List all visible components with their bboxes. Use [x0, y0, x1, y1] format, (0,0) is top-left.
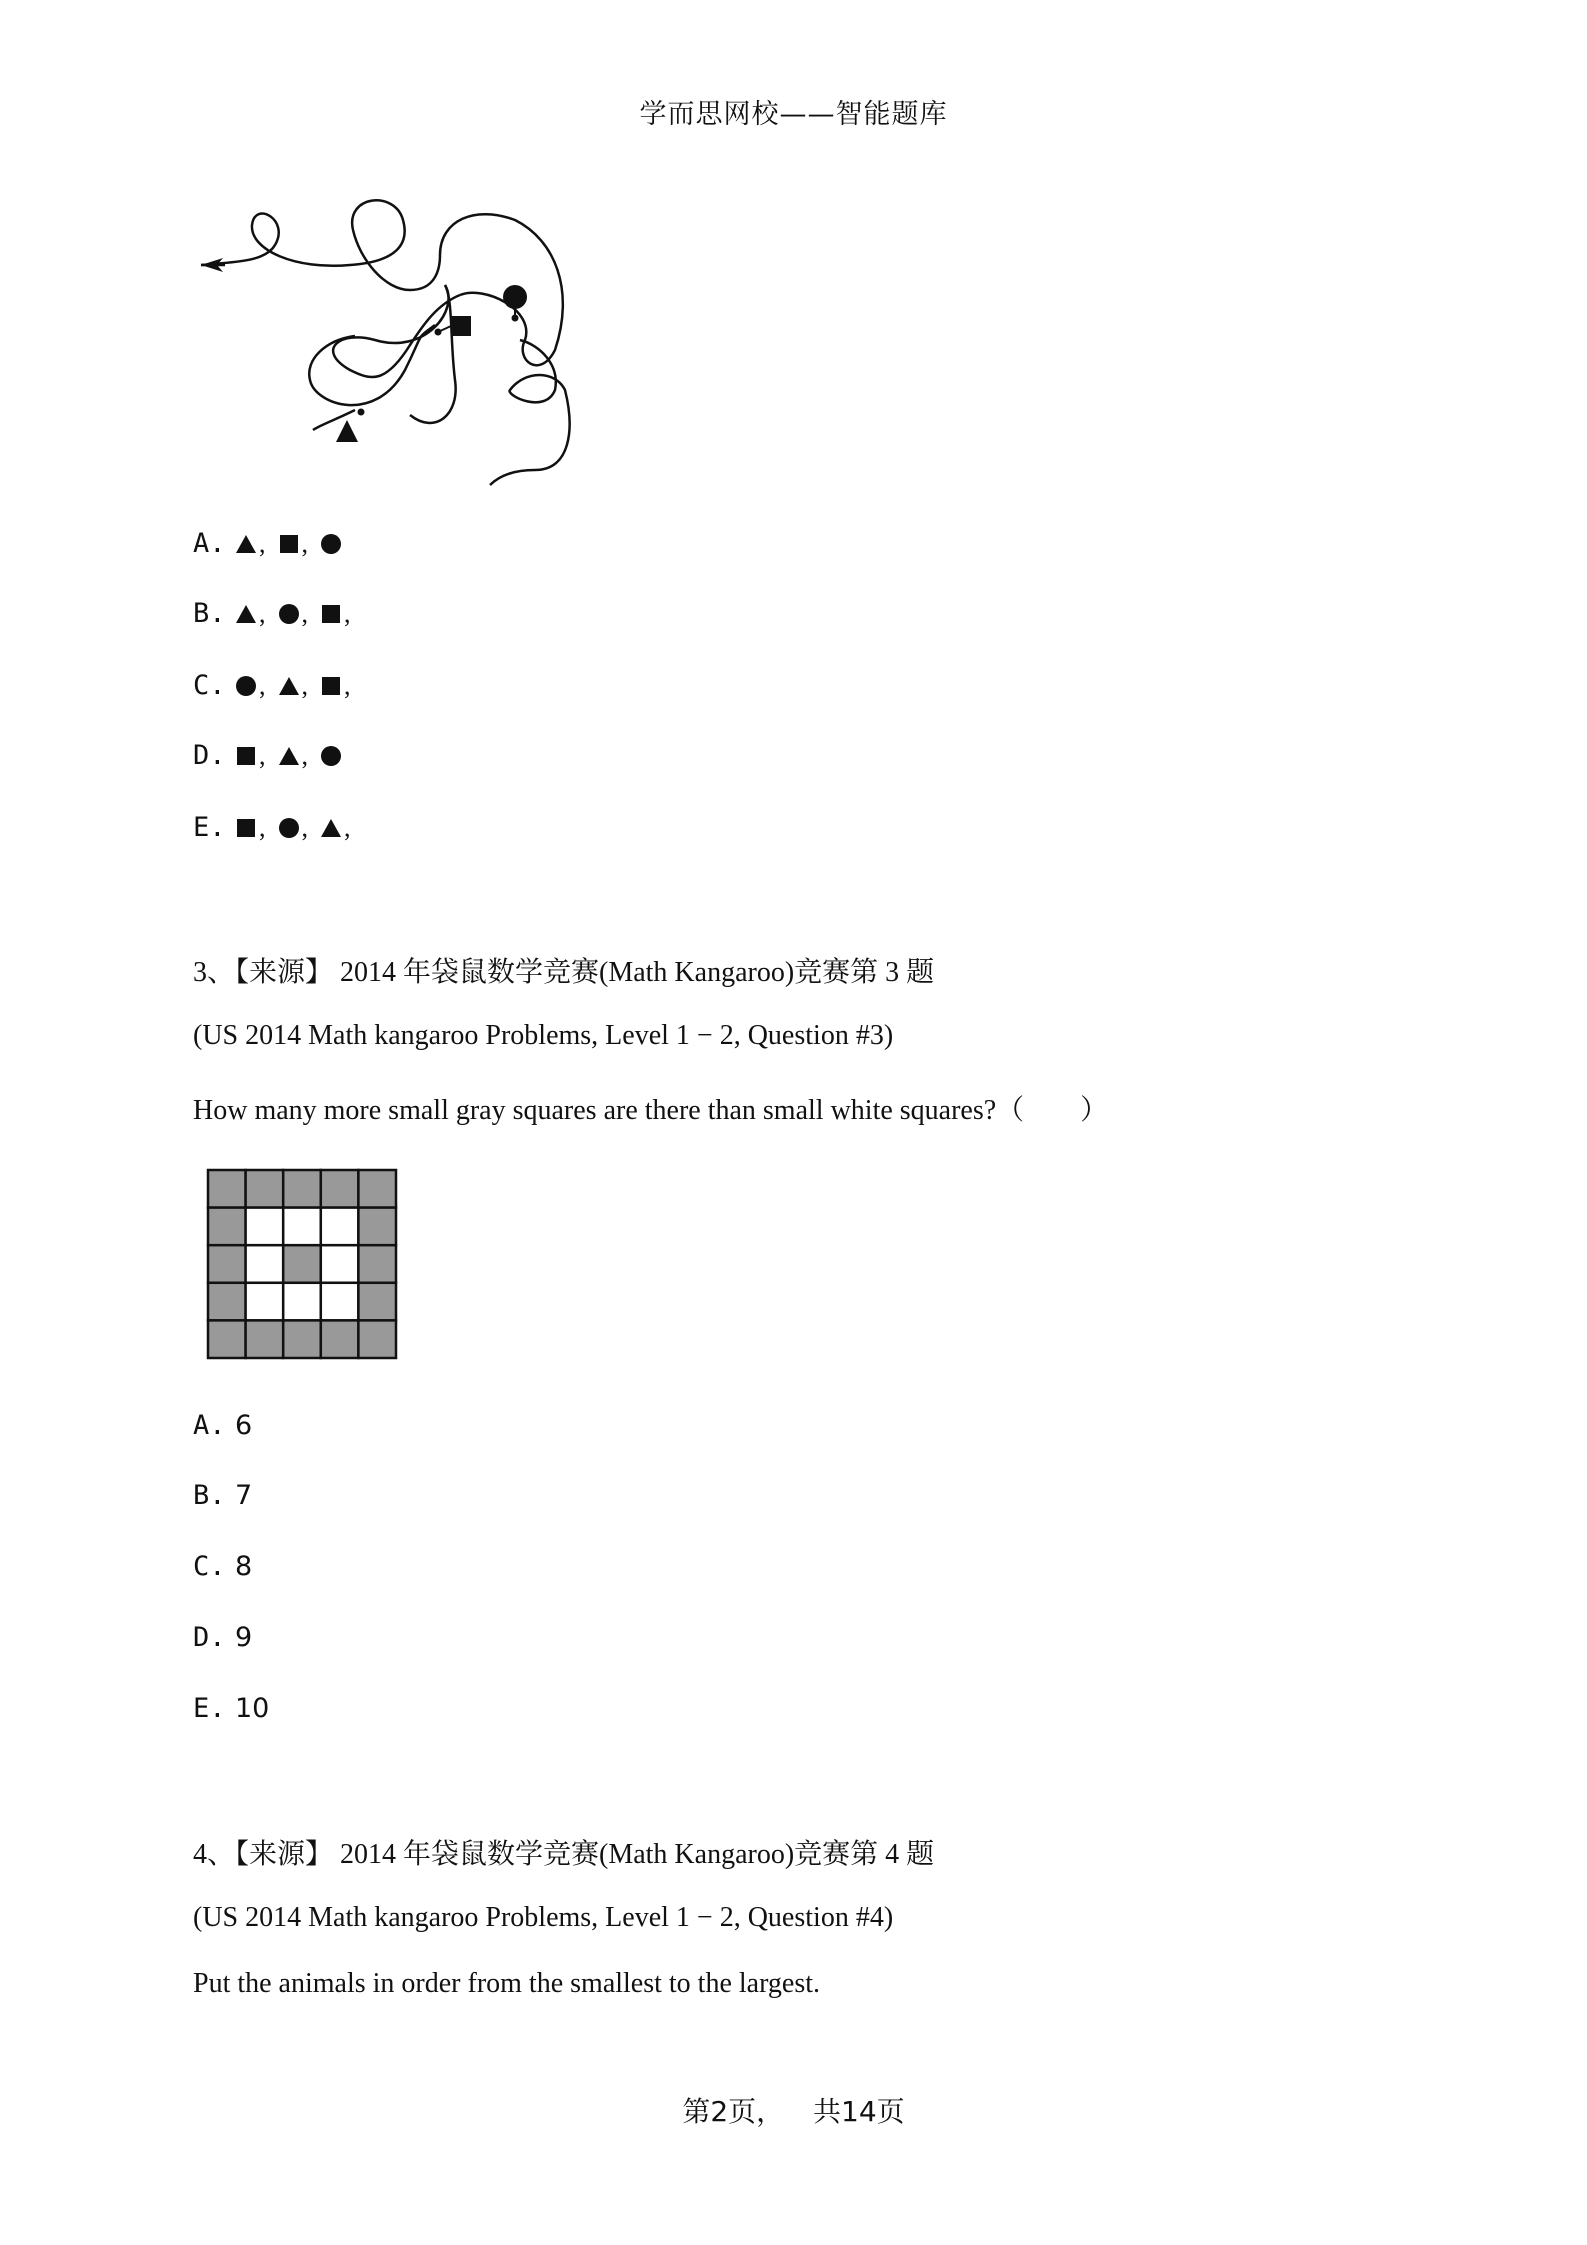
comma-separator: ,: [344, 598, 351, 628]
white-square: [283, 1208, 321, 1246]
comma-separator: ,: [344, 812, 351, 842]
page-footer: [0, 2090, 1587, 2130]
question3-option-e: [193, 1693, 269, 1724]
gray-square: [283, 1245, 321, 1283]
comma-separator: ,: [301, 740, 308, 770]
option-symbols: [235, 671, 363, 701]
question2-option-e: [193, 812, 363, 843]
option-letter: C.: [193, 670, 226, 701]
square-icon: [278, 533, 300, 555]
gray-square: [208, 1208, 246, 1246]
triangle-marker-icon: [336, 420, 358, 442]
option-value: 8: [235, 1551, 253, 1582]
gray-square: [208, 1170, 246, 1208]
option-letter: A.: [193, 1410, 226, 1441]
white-square: [283, 1283, 321, 1321]
gray-square: [321, 1320, 359, 1358]
question2-option-b: [193, 598, 363, 629]
gray-square: [208, 1245, 246, 1283]
white-square: [246, 1283, 284, 1321]
question3-option-d: [193, 1622, 252, 1653]
square-marker-icon: [451, 316, 471, 336]
gray-square: [283, 1320, 321, 1358]
circle-icon: [278, 817, 300, 839]
gray-square: [246, 1170, 284, 1208]
white-square: [321, 1208, 359, 1246]
tangled-path-figure: [195, 190, 615, 490]
question4-title: 4、【来源】 2014 年袋鼠数学竞赛(Math Kangaroo)竞赛第 4 题: [193, 1839, 935, 1870]
question2-option-c: [193, 670, 363, 701]
square-icon: [235, 745, 257, 767]
comma-separator: ,: [301, 528, 308, 558]
question3-option-a: [193, 1410, 252, 1441]
circle-icon: [235, 675, 257, 697]
comma-separator: ,: [301, 812, 308, 842]
comma-separator: ,: [259, 740, 266, 770]
option-letter: C.: [193, 1551, 226, 1582]
gray-square: [358, 1208, 396, 1246]
option-symbols: [235, 599, 363, 629]
white-square: [321, 1283, 359, 1321]
white-square: [246, 1245, 284, 1283]
option-symbols: [235, 741, 342, 771]
page-number: 第2页，: [682, 2095, 785, 2128]
option-value: 6: [235, 1410, 253, 1441]
triangle-icon: [320, 817, 342, 839]
comma-separator: ,: [301, 670, 308, 700]
question4-text: Put the animals in order from the smallest to the largest.: [193, 1968, 821, 1999]
option-value: 7: [235, 1480, 253, 1511]
option-letter: D.: [193, 1622, 226, 1653]
comma-separator: ,: [259, 670, 266, 700]
option-letter: E.: [193, 812, 226, 843]
square-icon: [235, 817, 257, 839]
gray-square: [208, 1283, 246, 1321]
comma-separator: ,: [344, 670, 351, 700]
question4-subtitle: (US 2014 Math kangaroo Problems, Level 1 − 2, Question #4): [193, 1902, 894, 1933]
comma-separator: ,: [259, 528, 266, 558]
triangle-icon: [278, 745, 300, 767]
comma-separator: ,: [301, 598, 308, 628]
triangle-icon: [235, 603, 257, 625]
question3-option-b: [193, 1480, 252, 1511]
option-value: 9: [235, 1622, 253, 1653]
gray-square: [358, 1283, 396, 1321]
option-letter: A.: [193, 528, 226, 559]
option-letter: E.: [193, 1693, 226, 1724]
square-icon: [320, 603, 342, 625]
comma-separator: ,: [259, 598, 266, 628]
circle-icon: [278, 603, 300, 625]
circle-marker-icon: [503, 285, 527, 309]
page-header: 学而思网校——智能题库: [639, 99, 948, 130]
gray-square: [208, 1320, 246, 1358]
white-square: [321, 1245, 359, 1283]
question2-option-a: [193, 528, 342, 559]
option-letter: B.: [193, 598, 226, 629]
question3-text: How many more small gray squares are there than small white squares?（ ）: [193, 1095, 1109, 1126]
gray-square: [283, 1170, 321, 1208]
option-letter: D.: [193, 740, 226, 771]
page-total: 共14页: [813, 2095, 905, 2128]
gray-square: [321, 1170, 359, 1208]
option-value: 10: [235, 1693, 270, 1724]
option-symbols: [235, 813, 363, 843]
gray-white-grid-figure: [206, 1168, 398, 1360]
question3-title: 3、【来源】 2014 年袋鼠数学竞赛(Math Kangaroo)竞赛第 3 题: [193, 957, 935, 988]
option-letter: B.: [193, 1480, 226, 1511]
gray-square: [246, 1320, 284, 1358]
circle-icon: [320, 533, 342, 555]
question3-subtitle: (US 2014 Math kangaroo Problems, Level 1 − 2, Question #3): [193, 1020, 894, 1051]
option-symbols: [235, 529, 342, 559]
white-square: [246, 1208, 284, 1246]
triangle-icon: [235, 533, 257, 555]
question2-option-d: [193, 740, 342, 771]
circle-icon: [320, 745, 342, 767]
comma-separator: ,: [259, 812, 266, 842]
gray-square: [358, 1245, 396, 1283]
gray-square: [358, 1320, 396, 1358]
square-icon: [320, 675, 342, 697]
question3-option-c: [193, 1551, 252, 1582]
gray-square: [358, 1170, 396, 1208]
triangle-icon: [278, 675, 300, 697]
